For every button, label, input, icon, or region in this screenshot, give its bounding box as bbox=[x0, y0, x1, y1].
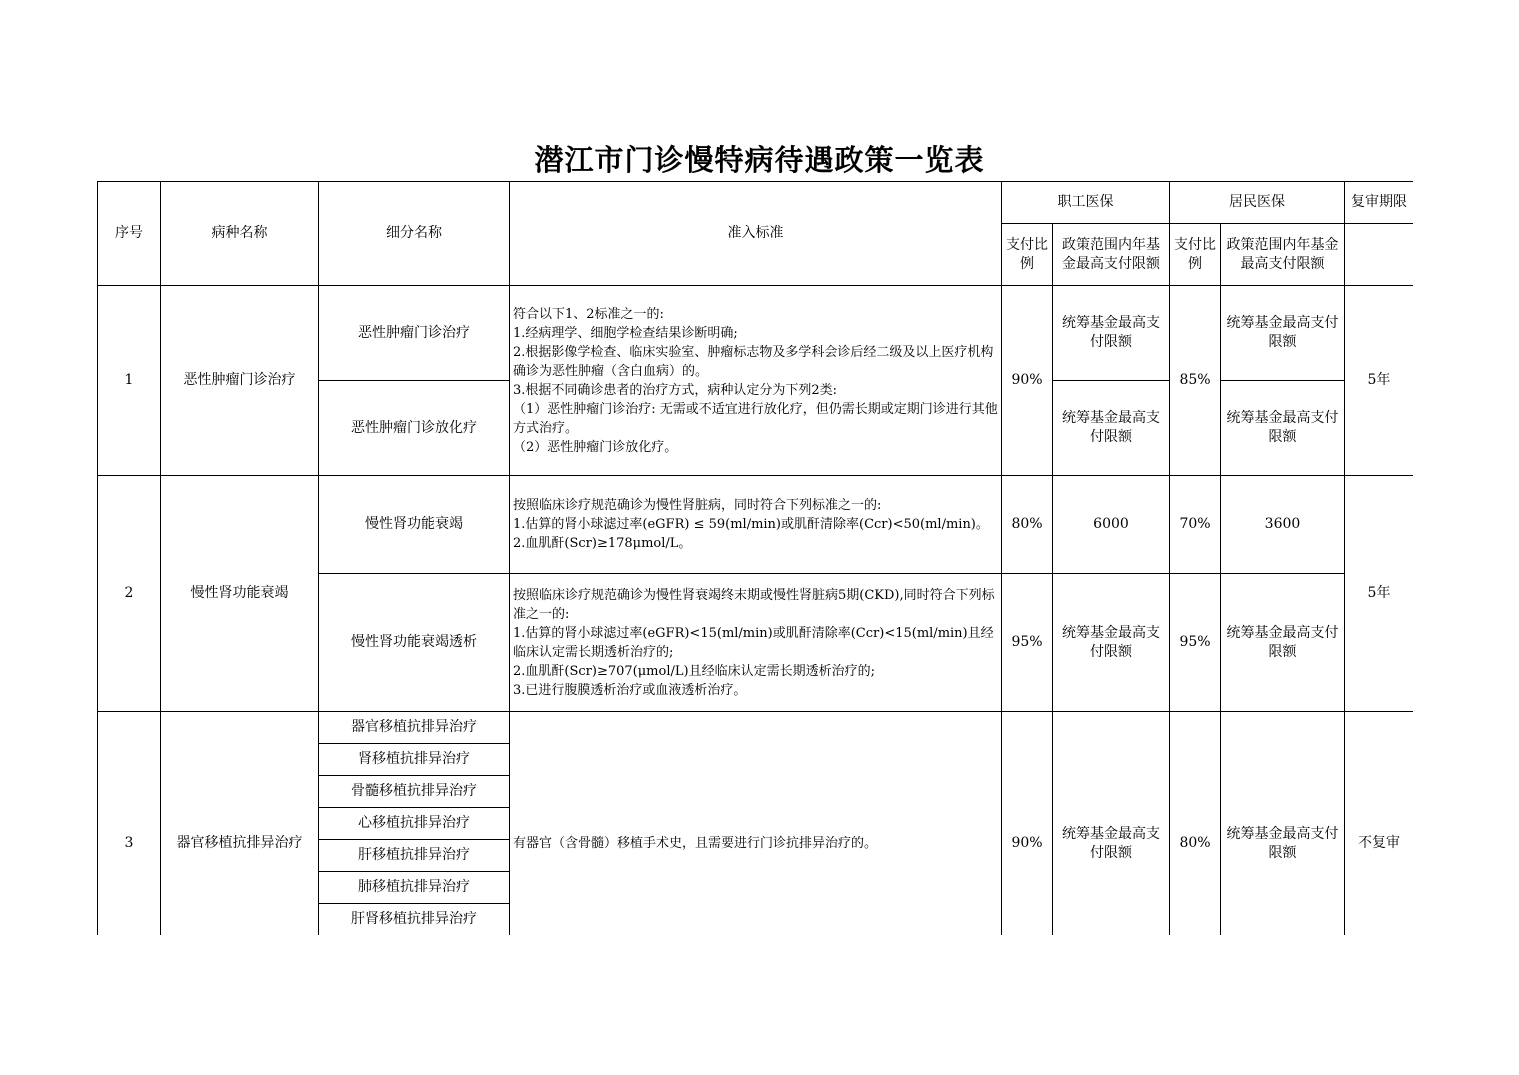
row3-disease: 器官移植抗排异治疗 bbox=[161, 712, 319, 936]
header-res-ratio: 支付比例 bbox=[1170, 224, 1221, 286]
row1-sub1-emp-limit: 统筹基金最高支付限额 bbox=[1053, 286, 1170, 381]
row1-sub2-res-limit: 统筹基金最高支付限额 bbox=[1221, 381, 1345, 476]
row3-res-limit: 统筹基金最高支付限额 bbox=[1221, 712, 1345, 936]
row2-sub2-emp-limit: 统筹基金最高支付限额 bbox=[1053, 574, 1170, 712]
row3-review: 不复审 bbox=[1345, 712, 1414, 936]
header-employee: 职工医保 bbox=[1002, 182, 1170, 224]
row3-sub: 肝肾移植抗排异治疗 bbox=[319, 904, 510, 936]
criteria-line: 符合以下1、2标准之一的: bbox=[513, 306, 664, 322]
criteria-line: 2.血肌酐(Scr)≥178μmol/L。 bbox=[513, 536, 692, 551]
criteria-line: 按照临床诊疗规范确诊为慢性肾脏病，同时符合下列标准之一的: bbox=[513, 498, 882, 513]
header-review-blank bbox=[1345, 224, 1414, 286]
row1-seq: 1 bbox=[98, 286, 161, 476]
row1-sub1: 恶性肿瘤门诊治疗 bbox=[319, 286, 510, 381]
row3-criteria: 有器官（含骨髓）移植手术史，且需要进行门诊抗排异治疗的。 bbox=[510, 712, 1002, 936]
criteria-line: 3.已进行腹膜透析治疗或血液透析治疗。 bbox=[513, 682, 747, 698]
row3-sub: 肝移植抗排异治疗 bbox=[319, 840, 510, 872]
row2-sub1-criteria bbox=[510, 476, 1002, 574]
header-resident: 居民医保 bbox=[1170, 182, 1345, 224]
header-seq: 序号 bbox=[98, 182, 161, 286]
row2-sub1-res-ratio: 70% bbox=[1170, 476, 1221, 574]
row1-disease: 恶性肿瘤门诊治疗 bbox=[161, 286, 319, 476]
criteria-line: 2.血肌酐(Scr)≥707(μmol/L)且经临床认定需长期透析治疗的; bbox=[513, 663, 875, 679]
header-res-limit: 政策范围内年基金最高支付限额 bbox=[1221, 224, 1345, 286]
criteria-line: 1.估算的肾小球滤过率(eGFR)<15(ml/min)或肌酐清除率(Ccr)<15(ml/min)且经临床认定需长期透析治疗的; bbox=[513, 625, 994, 660]
row3-emp-ratio: 90% bbox=[1002, 712, 1053, 936]
row3-sub: 骨髓移植抗排异治疗 bbox=[319, 776, 510, 808]
row1-sub1-res-limit: 统筹基金最高支付限额 bbox=[1221, 286, 1345, 381]
header-sub: 细分名称 bbox=[319, 182, 510, 286]
table-row bbox=[98, 286, 1414, 381]
criteria-line: 1.估算的肾小球滤过率(eGFR) ≤ 59(ml/min)或肌酐清除率(Ccr)<50(ml/min)。 bbox=[513, 517, 989, 532]
row1-emp-ratio: 90% bbox=[1002, 286, 1053, 476]
row3-emp-limit: 统筹基金最高支付限额 bbox=[1053, 712, 1170, 936]
row2-sub1-emp-ratio: 80% bbox=[1002, 476, 1053, 574]
row1-sub2-emp-limit: 统筹基金最高支付限额 bbox=[1053, 381, 1170, 476]
header-emp-ratio: 支付比例 bbox=[1002, 224, 1053, 286]
row3-sub: 肾移植抗排异治疗 bbox=[319, 744, 510, 776]
row2-sub1-emp-limit: 6000 bbox=[1053, 476, 1170, 574]
row2-sub2-res-limit: 统筹基金最高支付限额 bbox=[1221, 574, 1345, 712]
row1-sub2: 恶性肿瘤门诊放化疗 bbox=[319, 381, 510, 476]
row2-sub2-res-ratio: 95% bbox=[1170, 574, 1221, 712]
table-row bbox=[98, 476, 1414, 574]
criteria-line: 1.经病理学、细胞学检查结果诊断明确; bbox=[513, 325, 738, 341]
policy-table bbox=[97, 181, 1413, 935]
page-title: 潜江市门诊慢特病待遇政策一览表 bbox=[534, 143, 985, 177]
row2-sub2: 慢性肾功能衰竭透析 bbox=[319, 574, 510, 712]
row2-disease: 慢性肾功能衰竭 bbox=[161, 476, 319, 712]
row2-review: 5年 bbox=[1345, 476, 1414, 712]
row2-seq: 2 bbox=[98, 476, 161, 712]
criteria-line: 3.根据不同确诊患者的治疗方式，病种认定分为下列2类: bbox=[513, 382, 838, 398]
criteria-line: 2.根据影像学检查、临床实验室、肿瘤标志物及多学科会诊后经二级及以上医疗机构确诊为恶性肿瘤（含白血病）的。 bbox=[513, 344, 994, 379]
criteria-line: 按照临床诊疗规范确诊为慢性肾衰竭终末期或慢性肾脏病5期(CKD),同时符合下列标准之一的: bbox=[513, 587, 995, 622]
criteria-line: （2）恶性肿瘤门诊放化疗。 bbox=[513, 439, 678, 455]
header-review: 复审期限 bbox=[1345, 182, 1414, 224]
row3-sub: 心移植抗排异治疗 bbox=[319, 808, 510, 840]
header-row-1 bbox=[98, 182, 1414, 224]
header-criteria: 准入标准 bbox=[510, 182, 1002, 286]
header-emp-limit: 政策范围内年基金最高支付限额 bbox=[1053, 224, 1170, 286]
criteria-line: （1）恶性肿瘤门诊治疗: 无需或不适宜进行放化疗，但仍需长期或定期门诊进行其他方式治疗。 bbox=[513, 401, 998, 436]
row3-seq: 3 bbox=[98, 712, 161, 936]
row1-review: 5年 bbox=[1345, 286, 1414, 476]
row2-sub1: 慢性肾功能衰竭 bbox=[319, 476, 510, 574]
row1-res-ratio: 85% bbox=[1170, 286, 1221, 476]
table-row bbox=[98, 712, 1414, 744]
row3-sub: 肺移植抗排异治疗 bbox=[319, 872, 510, 904]
header-disease: 病种名称 bbox=[161, 182, 319, 286]
row2-sub2-emp-ratio: 95% bbox=[1002, 574, 1053, 712]
row3-res-ratio: 80% bbox=[1170, 712, 1221, 936]
policy-table-container bbox=[97, 181, 1413, 935]
row1-criteria bbox=[510, 286, 1002, 476]
row2-sub2-criteria bbox=[510, 574, 1002, 712]
row2-sub1-res-limit: 3600 bbox=[1221, 476, 1345, 574]
row3-sub: 器官移植抗排异治疗 bbox=[319, 712, 510, 744]
